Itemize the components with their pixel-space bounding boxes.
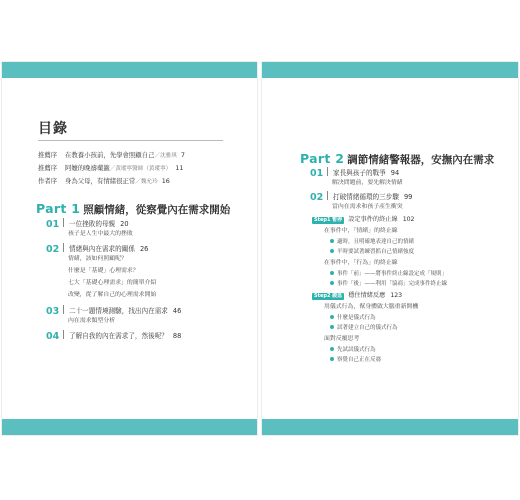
preface-entry: 推薦序 在教養小孩前，先學會照顧自己／沈雅琪 7 — [38, 151, 185, 159]
bullet-item: 察覺自己正在反芻 — [330, 356, 381, 364]
bullet-item: 什麼是儀式行為 — [330, 314, 376, 322]
bullet-dot-icon — [330, 271, 334, 275]
chapter-subsection: 情緒，該如何照顧呢？ — [68, 256, 127, 262]
chapter-subsection: 改變，從了解自己的心理需求開始 — [68, 292, 157, 298]
step-subsection: 面對反覆思考 — [324, 336, 360, 342]
step-subsection: 用儀式行為，幫身體啟大腦重新開機 — [324, 304, 419, 310]
bullet-dot-icon — [330, 281, 334, 285]
chapter-subsection: 解決問題前，要先解決情緒 — [332, 180, 403, 186]
chapter-entry: 02 打破情緒循環的三步驟 99 — [310, 192, 413, 203]
chapter-subsection: 孩子是人生中最大的挫敗 — [68, 231, 133, 237]
bullet-dot-icon — [330, 325, 334, 329]
chapter-subsection: 什麼是「基礎」心理需求？ — [68, 268, 139, 274]
bottom-teal-band — [262, 419, 518, 435]
bullet-item: 適時，且明確地表達自己的情緒 — [330, 238, 414, 246]
bullet-item: 試著建立自己的儀式行為 — [330, 324, 398, 332]
step1-badge: Step1 暫停 — [314, 216, 343, 223]
chapter-subsection: 七大「基礎心理需求」的簡單介紹 — [68, 280, 157, 286]
step2-entry: Step2 緩急 穩住情緒反應 123 — [314, 292, 403, 299]
step-subsection: 在事件中，「情緒」的終止線 — [324, 228, 398, 234]
bullet-item: 先試試儀式行為 — [330, 346, 376, 354]
chapter-subsection: 當內在需求和孩子產生衝突 — [332, 204, 403, 210]
toc-title: 目錄 — [38, 121, 68, 137]
left-page — [2, 62, 257, 435]
bullet-dot-icon — [330, 239, 334, 243]
step2-badge: Step2 緩急 — [314, 292, 343, 299]
bullet-item: 平時要試著練習抓自己情緒強度 — [330, 248, 414, 256]
step-subsection: 在事件中，「行為」的終止線 — [324, 260, 398, 266]
step1-entry: Step1 暫停 設定事件的終止線 102 — [314, 216, 415, 223]
title-divider — [38, 140, 223, 141]
bullet-dot-icon — [330, 249, 334, 253]
chapter-entry: 01 一位挫敗的母親 20 — [46, 219, 129, 230]
bullet-item: 事件「後」——利用「協商」完成事件終止線 — [330, 280, 447, 288]
bullet-dot-icon — [330, 315, 334, 319]
bullet-item: 事件「前」——將事件終止線設定成「規則」 — [330, 270, 447, 278]
part1-heading: Part 1 照顧情緒，從察覺內在需求開始 — [36, 201, 231, 216]
bullet-dot-icon — [330, 357, 334, 361]
preface-entry: 推薦序 阿嬤的晚禱藥籤／黃瑽寧醫師（黃瑽寧） 11 — [38, 164, 184, 172]
part2-heading: Part 2 調節情緒警報器，安撫內在需求 — [300, 151, 495, 166]
bottom-teal-band — [2, 419, 257, 435]
chapter-entry: 03 二十一題情境測驗，找出內在需求 46 — [46, 306, 182, 317]
bullet-dot-icon — [330, 347, 334, 351]
top-teal-band — [2, 62, 257, 78]
chapter-subsection: 內在需求類型分析 — [68, 318, 116, 324]
right-page — [262, 62, 518, 435]
chapter-entry: 04 了解自我的內在需求了，然後呢？ 88 — [46, 331, 182, 342]
chapter-entry: 02 情緒與內在需求的關係 26 — [46, 244, 149, 255]
preface-entry: 作者序 身為父母，有情緒很正常／魏允玲 16 — [38, 177, 170, 185]
chapter-entry: 01 家長與孩子的戰爭 94 — [310, 168, 400, 179]
top-teal-band — [262, 62, 518, 78]
